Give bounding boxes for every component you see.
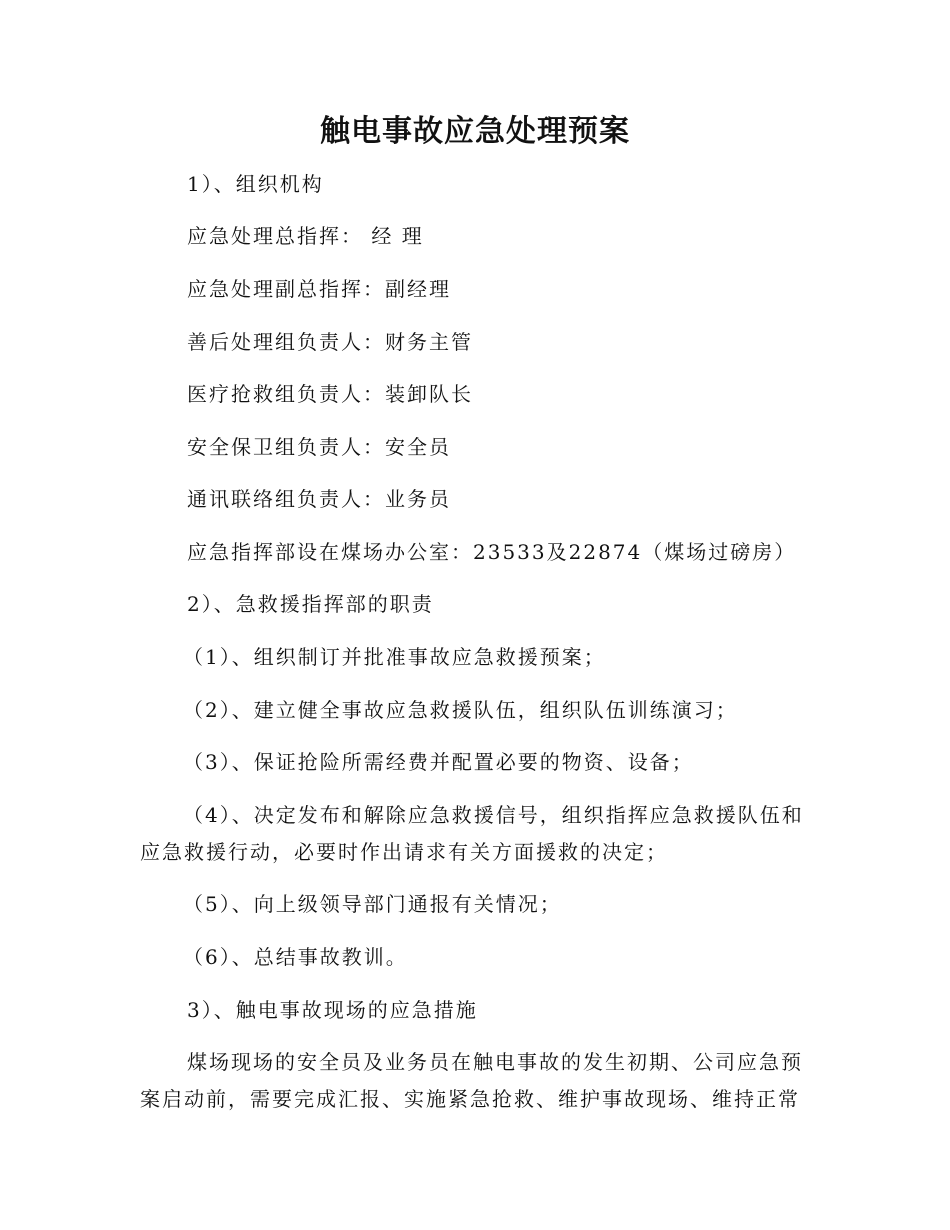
duty-item-3: （3）、保证抢险所需经费并配置必要的物资、设备； [183, 750, 694, 774]
org-line-security-lead: 安全保卫组负责人：安全员 [187, 435, 451, 459]
duty-item-1: （1）、组织制订并批准事故应急救援预案； [183, 645, 606, 669]
org-line-medical-lead: 医疗抢救组负责人：装卸队长 [187, 382, 473, 406]
duty-item-4: （4）、决定发布和解除应急救援信号，组织指挥应急救援队伍和 [183, 803, 804, 827]
section1-heading: 1）、组织机构 [187, 172, 324, 196]
section3-paragraph-line1: 煤场现场的安全员及业务员在触电事故的发生初期、公司应急预 [187, 1050, 803, 1074]
duty-item-5: （5）、向上级领导部门通报有关情况； [183, 892, 562, 916]
document-title: 触电事故应急处理预案 [320, 114, 630, 149]
org-line-deputy-commander: 应急处理副总指挥：副经理 [187, 277, 451, 301]
org-line-commander: 应急处理总指挥： 经 理 [187, 224, 424, 248]
section3-paragraph-line2: 案启动前，需要完成汇报、实施紧急抢救、维护事故现场、维持正常 [140, 1087, 800, 1111]
org-line-command-office: 应急指挥部设在煤场办公室：23533及22874（煤场过磅房） [187, 540, 797, 564]
duty-item-2: （2）、建立健全事故应急救援队伍，组织队伍训练演习； [183, 698, 738, 722]
section2-heading: 2）、急救援指挥部的职责 [187, 592, 434, 616]
section3-heading: 3）、触电事故现场的应急措施 [187, 998, 478, 1022]
org-line-communication-lead: 通讯联络组负责人：业务员 [187, 487, 451, 511]
duty-item-6: （6）、总结事故教训。 [183, 945, 408, 969]
org-line-aftermath-lead: 善后处理组负责人：财务主管 [187, 330, 473, 354]
duty-item-4-continued: 应急救援行动，必要时作出请求有关方面援救的决定； [140, 840, 668, 864]
